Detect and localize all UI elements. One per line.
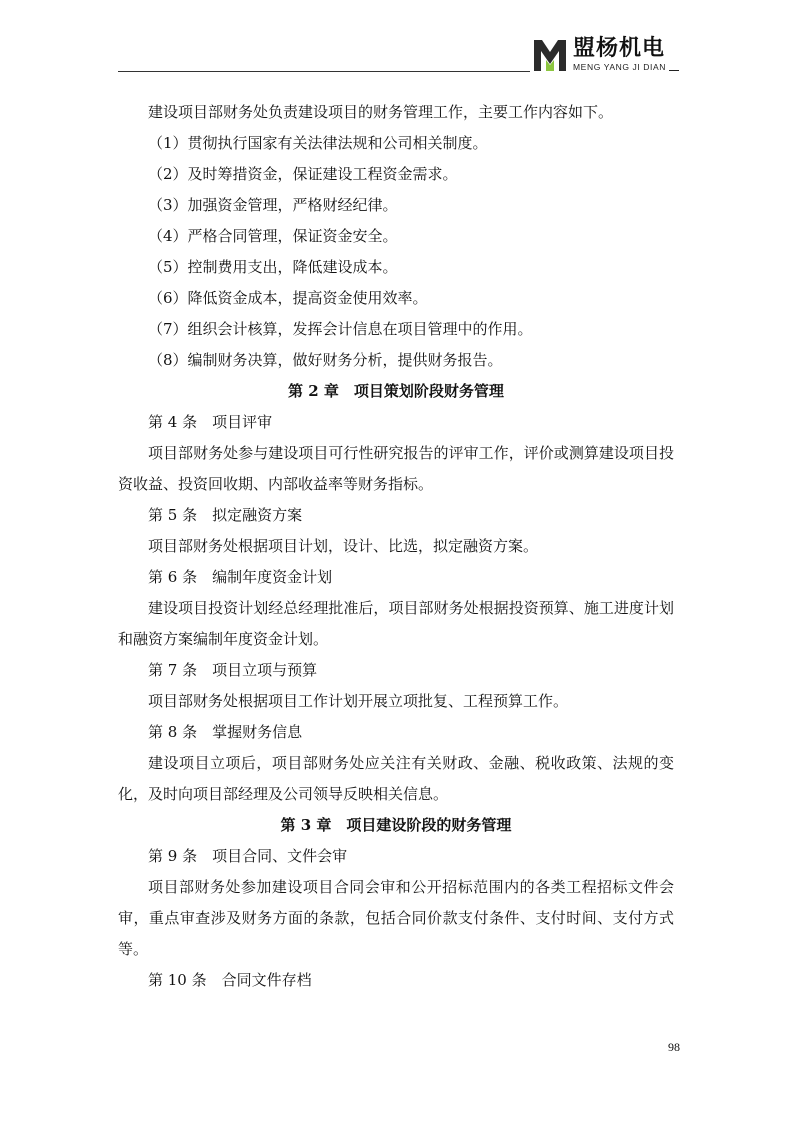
logo-mark-icon [533,38,567,72]
paragraph: （5）控制费用支出，降低建设成本。 [148,258,398,276]
paragraph: 第 8 条 掌握财务信息 [148,723,303,741]
paragraph: 建设项目立项后，项目部财务处应关注有关财政、金融、税收政策、法规的变化，及时向项目部经理及公司领导反映相关信息。 [118,754,674,803]
paragraph: 建设项目部财务处负责建设项目的财务管理工作，主要工作内容如下。 [148,103,614,121]
paragraph: 建设项目投资计划经总经理批准后，项目部财务处根据投资预算、施工进度计划和融资方案编制年度资金计划。 [118,599,674,648]
paragraph: 第 7 条 项目立项与预算 [148,661,318,679]
paragraph: （4）严格合同管理，保证资金安全。 [148,227,398,245]
logo-subtitle: MENG YANG JI DIAN [573,62,679,72]
paragraph: （3）加强资金管理，严格财经纪律。 [148,196,398,214]
paragraph: （2）及时筹措资金，保证建设工程资金需求。 [148,165,458,183]
paragraph: 第 10 条 合同文件存档 [148,971,312,989]
paragraph: 项目部财务处参加建设项目合同会审和公开招标范围内的各类工程招标文件会审，重点审查涉及财务方面的条款，包括合同价款支付条件、支付时间、支付方式等。 [118,878,674,958]
document-body [118,97,674,996]
paragraph: （7）组织会计核算，发挥会计信息在项目管理中的作用。 [148,320,533,338]
paragraph: 项目部财务处参与建设项目可行性研究报告的评审工作，评价或测算建设项目投资收益、投资回收期、内部收益率等财务指标。 [118,444,674,493]
paragraph: 项目部财务处根据项目工作计划开展立项批复、工程预算工作。 [148,692,569,710]
header-rule [118,71,530,72]
paragraph: （6）降低资金成本，提高资金使用效率。 [148,289,428,307]
paragraph: 第 6 条 编制年度资金计划 [148,568,333,586]
page-number: 98 [668,1040,680,1054]
paragraph: 第 5 条 拟定融资方案 [148,506,303,524]
logo-name: 盟杨机电 [573,36,666,61]
chapter-heading: 第 2 章 项目策划阶段财务管理 [288,382,504,400]
paragraph: （1）贯彻执行国家有关法律法规和公司相关制度。 [148,134,488,152]
paragraph: 项目部财务处根据项目计划，设计、比选，拟定融资方案。 [148,537,539,555]
company-logo [533,36,683,76]
paragraph: 第 4 条 项目评审 [148,413,273,431]
chapter-heading: 第 3 章 项目建设阶段的财务管理 [280,816,512,834]
paragraph: 第 9 条 项目合同、文件会审 [148,847,348,865]
paragraph: （8）编制财务决算，做好财务分析，提供财务报告。 [148,351,503,369]
